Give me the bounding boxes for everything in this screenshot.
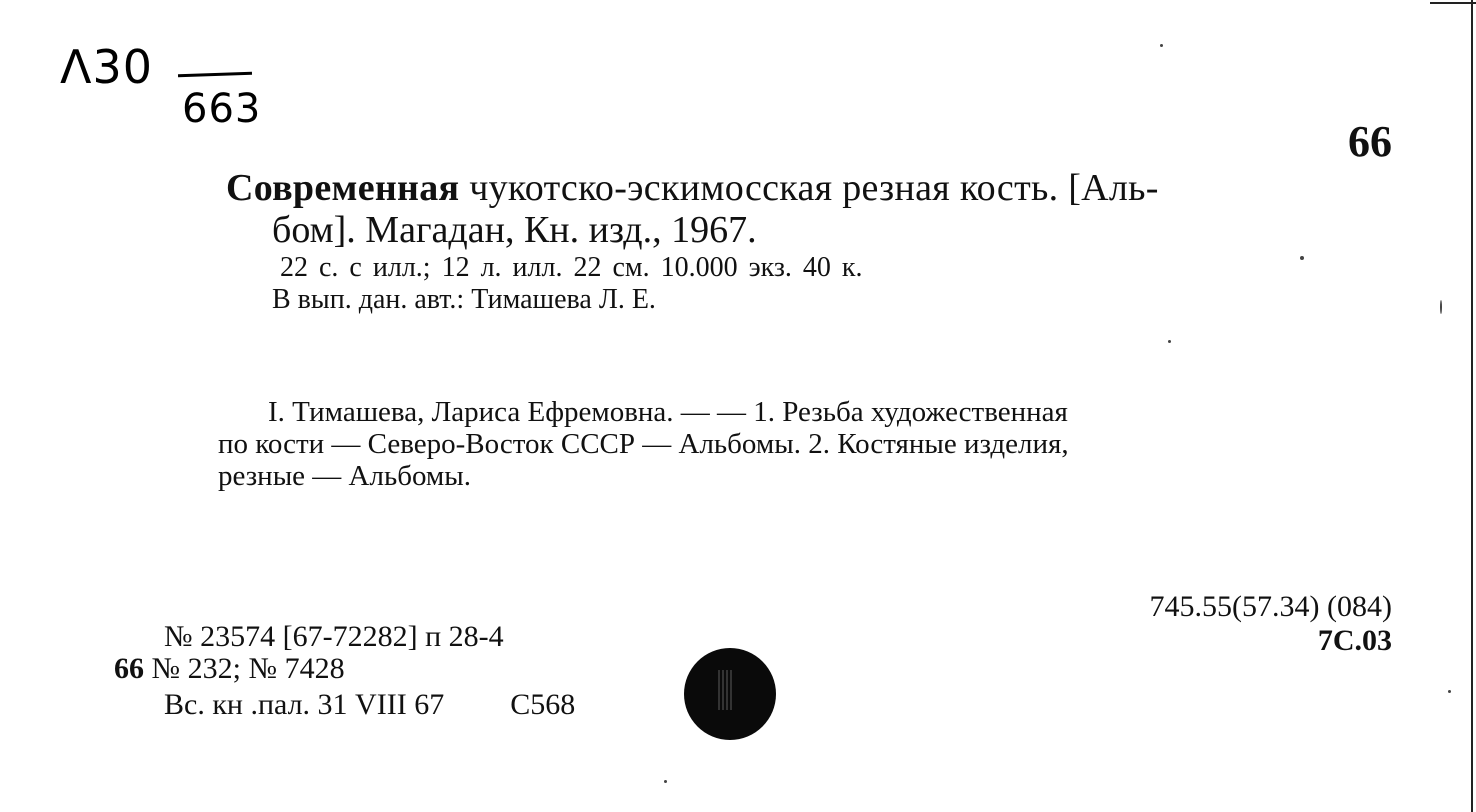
accession-line-2 — [114, 652, 345, 686]
scan-speck — [1160, 44, 1163, 47]
bbk-classification: 7С.03 — [1317, 624, 1392, 657]
collation: 22 с. с илл.; 12 л. илл. 22 см. 10.000 экз. 40 к. — [280, 252, 863, 283]
accession-line-3 — [164, 688, 575, 722]
handwritten-shelfmark-top: Λ30 — [60, 40, 154, 94]
card-number: 66 — [1348, 117, 1392, 166]
scan-speck — [1300, 256, 1304, 260]
title-rest: чукотско-эскимосская резная кость. [Аль- — [459, 167, 1159, 209]
handwritten-shelfmark-bottom: 663 — [182, 86, 262, 132]
scan-speck — [664, 780, 667, 783]
card-edge-top — [1430, 2, 1476, 4]
accession-line-1: № 23574 [67-72282] п 28-4 — [164, 620, 504, 653]
title-lead-word: Современная — [226, 167, 460, 209]
tracing-line-3: резные — Альбомы. — [218, 460, 471, 492]
chamber-code: С568 — [510, 688, 576, 721]
subject-tracings — [218, 396, 1394, 492]
scan-speck — [1168, 340, 1171, 343]
responsibility-note: В вып. дан. авт.: Тимашева Л. Е. — [272, 284, 656, 315]
accession-numbers: № 232; № 7428 — [144, 652, 345, 685]
title-line-2: бом]. Магадан, Кн. изд., 1967. — [272, 209, 757, 251]
tracing-line-1: I. Тимашева, Лариса Ефремовна. — — 1. Резьба художественная — [268, 396, 1068, 428]
udc-classification: 745.55(57.34) (084) — [1149, 590, 1392, 623]
chamber-date: Вс. кн .пал. 31 VIII 67 — [164, 688, 445, 721]
handwritten-fraction-line — [178, 72, 252, 78]
title-line-1 — [226, 166, 1159, 210]
card-edge-right — [1471, 0, 1473, 812]
scan-speck — [1440, 300, 1442, 314]
scan-speck — [1448, 690, 1451, 693]
tracing-line-2: по кости — Северо-Восток СССР — Альбомы. 2. Костяные изделия, — [218, 428, 1069, 460]
accession-prefix: 66 — [114, 652, 144, 685]
card-punch-hole — [684, 648, 776, 740]
